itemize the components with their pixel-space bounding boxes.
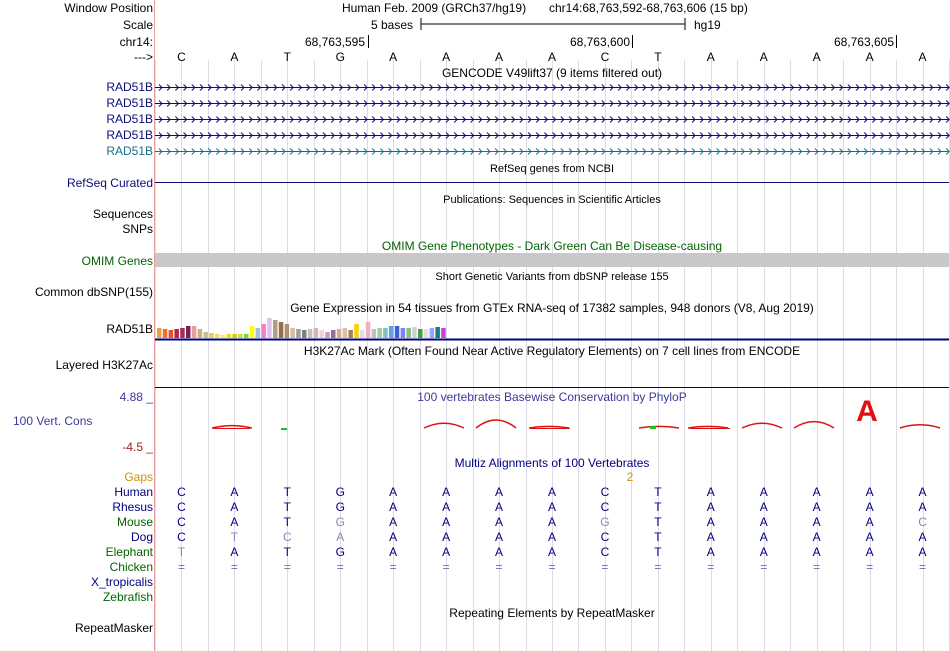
gtex-bar xyxy=(203,332,208,338)
alignment-base: = xyxy=(919,560,927,574)
alignment-base: A xyxy=(547,515,557,529)
phylop-mound xyxy=(900,425,940,428)
alignment-base: = xyxy=(548,560,556,574)
gtex-bar xyxy=(209,333,214,338)
alignment-base: A xyxy=(547,530,557,544)
alignment-base: A xyxy=(442,485,451,499)
gtex-bar xyxy=(372,329,377,338)
alignment-base: T xyxy=(654,545,662,559)
alignment-base: A xyxy=(336,530,345,544)
alignment-base: A xyxy=(495,515,504,529)
alignment-base: A xyxy=(812,500,821,514)
alignment-base: A xyxy=(230,515,239,529)
gtex-bar xyxy=(424,329,429,338)
refseq-label[interactable]: RefSeq Curated xyxy=(66,176,153,190)
alignment-base: A xyxy=(812,545,821,559)
phylop-mound xyxy=(476,420,516,428)
gtex-bar xyxy=(441,328,446,338)
alignment-base: T xyxy=(177,545,186,559)
gtex-bar xyxy=(174,329,179,338)
alignment-base: C xyxy=(918,515,927,529)
gtex-bar xyxy=(232,334,237,338)
alignment-base: = xyxy=(813,560,821,574)
alignment-base: T xyxy=(283,500,291,514)
ruler-base: A xyxy=(759,50,768,64)
alignment-base: C xyxy=(282,530,292,544)
alignment-base: A xyxy=(230,545,239,559)
window-position-label: Window Position xyxy=(64,1,153,15)
phylop-mound xyxy=(688,426,728,428)
gtex-title: Gene Expression in 54 tissues from GTEx RNA-seq of 17382 samples, 948 donors (V8, Aug 2019) xyxy=(290,301,814,315)
ruler-base: T xyxy=(654,50,662,64)
gtex-bar xyxy=(360,330,365,338)
alignment-base: A xyxy=(389,485,398,499)
alignment-base: A xyxy=(706,485,715,499)
alignment-base: A xyxy=(442,500,451,514)
gtex-bar xyxy=(377,328,382,338)
alignment-base: A xyxy=(706,515,715,529)
alignment-base: C xyxy=(177,485,186,499)
species-label[interactable]: Rhesus xyxy=(112,500,153,514)
scale-label: Scale xyxy=(122,18,153,32)
ruler-base: G xyxy=(335,50,345,64)
gtex-bar xyxy=(256,328,261,338)
phylop-max: 4.88 _ xyxy=(119,390,153,404)
gtex-bar xyxy=(296,329,301,338)
scale-text: 5 bases xyxy=(371,18,414,32)
alignment-base: T xyxy=(654,485,662,499)
alignment-base: A xyxy=(759,545,768,559)
alignment-base: C xyxy=(177,515,186,529)
gencode-item-label[interactable]: RAD51B xyxy=(106,128,153,142)
phylop-mound xyxy=(742,423,782,428)
gtex-label[interactable]: RAD51B xyxy=(106,322,153,336)
gtex-bar xyxy=(267,318,272,338)
gtex-bar xyxy=(395,326,400,338)
gtex-bar xyxy=(401,328,406,338)
alignment-base: T xyxy=(283,515,291,529)
alignment-base: = xyxy=(760,560,768,574)
alignment-base: A xyxy=(442,545,451,559)
coord-2: 68,763,600 xyxy=(569,35,630,49)
alignment-base: = xyxy=(707,560,715,574)
alignment-base: A xyxy=(812,530,821,544)
gtex-bar xyxy=(279,322,284,338)
ruler-base: A xyxy=(230,50,239,64)
gtex-bar xyxy=(180,328,185,338)
gtex-bar xyxy=(169,330,174,338)
phylop-mound xyxy=(794,422,834,428)
alignment-base: A xyxy=(495,500,504,514)
alignment-base: A xyxy=(442,530,451,544)
gencode-item-label[interactable]: RAD51B xyxy=(106,112,153,126)
gencode-item-label[interactable]: RAD51B xyxy=(106,144,153,158)
alignment-base: A xyxy=(547,545,557,559)
alignment-base: = xyxy=(177,560,185,574)
gtex-bar xyxy=(302,330,307,338)
alignment-base: A xyxy=(706,500,715,514)
alignment-base: A xyxy=(389,530,398,544)
species-label[interactable]: Mouse xyxy=(116,515,153,529)
phylop-label[interactable]: 100 Vert. Cons xyxy=(13,414,93,428)
gap-count: 2 xyxy=(626,470,634,484)
alignment-base: A xyxy=(547,500,557,514)
gaps-label[interactable]: Gaps xyxy=(124,470,153,484)
ruler-base: A xyxy=(547,50,557,64)
gtex-bar xyxy=(192,326,197,338)
gtex-bar xyxy=(250,326,255,338)
species-label[interactable]: Dog xyxy=(130,530,153,544)
dbsnp-label[interactable]: Common dbSNP(155) xyxy=(34,285,153,299)
alignment-base: G xyxy=(335,515,345,529)
alignment-base: = xyxy=(389,560,397,574)
ruler-base: T xyxy=(283,50,291,64)
alignment-base: C xyxy=(177,500,186,514)
alignment-base: C xyxy=(600,500,610,514)
gtex-bar xyxy=(354,324,359,338)
gtex-bar xyxy=(389,326,394,338)
refseq-title: RefSeq genes from NCBI xyxy=(489,163,615,175)
position-readout: chr14:68,763,592-68,763,606 (15 bp) xyxy=(549,1,748,15)
phylop-green-tick xyxy=(281,428,287,430)
gtex-bar xyxy=(314,328,319,338)
gencode-item-label[interactable]: RAD51B xyxy=(106,80,153,94)
label-divider xyxy=(154,0,155,651)
alignment-base: = xyxy=(283,560,291,574)
gtex-bar xyxy=(430,328,435,338)
alignment-base: C xyxy=(177,530,186,544)
alignment-base: G xyxy=(335,545,345,559)
omim-label[interactable]: OMIM Genes xyxy=(81,254,153,268)
alignment-base: A xyxy=(706,530,715,544)
alignment-base: = xyxy=(601,560,609,574)
phylop-mound xyxy=(529,426,569,428)
repeat-label[interactable]: RepeatMasker xyxy=(74,621,153,635)
alignment-base: T xyxy=(283,545,291,559)
alignment-base: = xyxy=(442,560,450,574)
omim-bar xyxy=(155,253,949,267)
alignment-base: T xyxy=(654,515,662,529)
gtex-bar xyxy=(186,326,191,338)
alignment-base: A xyxy=(759,515,768,529)
gtex-bar xyxy=(348,330,353,338)
alignment-base: C xyxy=(600,545,610,559)
gtex-bar xyxy=(406,328,411,338)
ruler-base: A xyxy=(389,50,398,64)
phylop-green-tick xyxy=(650,426,656,429)
alignment-base: = xyxy=(230,560,238,574)
alignment-base: A xyxy=(918,485,927,499)
alignment-base: T xyxy=(654,530,662,544)
alignment-base: A xyxy=(865,545,874,559)
alignment-base: G xyxy=(600,515,610,529)
gtex-bar xyxy=(215,334,220,338)
alignment-base: T xyxy=(654,500,662,514)
alignment-base: A xyxy=(918,530,927,544)
h3k-title: H3K27Ac Mark (Often Found Near Active Regulatory Elements) on 7 cell lines from ENCODE xyxy=(303,344,801,358)
alignment-base: A xyxy=(389,545,398,559)
alignment-base: A xyxy=(495,545,504,559)
alignment-base: A xyxy=(759,500,768,514)
ruler-base: A xyxy=(812,50,821,64)
alignment-base: A xyxy=(230,485,239,499)
gtex-bar xyxy=(163,329,168,338)
alignment-base: T xyxy=(230,530,239,544)
alignment-base: A xyxy=(812,485,821,499)
coord-1: 68,763,595 xyxy=(304,35,365,49)
alignment-base: A xyxy=(812,515,821,529)
gtex-bar xyxy=(308,329,313,338)
alignment-base: A xyxy=(389,500,398,514)
alignment-base: G xyxy=(335,500,345,514)
gtex-bar xyxy=(290,328,295,338)
assembly-name: Human Feb. 2009 (GRCh37/hg19) xyxy=(342,1,527,15)
ruler-base: C xyxy=(177,50,186,64)
gtex-bar xyxy=(319,330,324,338)
gtex-bar xyxy=(261,324,266,338)
scale-db: hg19 xyxy=(694,18,721,32)
gtex-bar xyxy=(198,329,203,338)
phylop-title: 100 vertebrates Basewise Conservation by PhyloP xyxy=(417,390,687,404)
strand-label: ---> xyxy=(134,50,153,64)
gtex-bar xyxy=(221,335,226,338)
alignment-base: G xyxy=(335,485,345,499)
gtex-bar xyxy=(435,327,440,338)
alignment-base: = xyxy=(654,560,662,574)
phylop-big-letter: A xyxy=(856,395,878,428)
alignment-base: = xyxy=(336,560,344,574)
multiz-title: Multiz Alignments of 100 Vertebrates xyxy=(454,456,650,470)
alignment-base: A xyxy=(865,530,874,544)
gtex-bar xyxy=(273,320,278,338)
species-label[interactable]: Human xyxy=(114,485,153,499)
dbsnp-title: Short Genetic Variants from dbSNP release 155 xyxy=(435,271,669,283)
alignment-base: T xyxy=(283,485,291,499)
species-label[interactable]: Elephant xyxy=(105,545,153,559)
alignment-base: A xyxy=(865,500,874,514)
alignment-base: A xyxy=(706,545,715,559)
alignment-base: = xyxy=(866,560,874,574)
ruler-base: A xyxy=(918,50,927,64)
gtex-bar xyxy=(418,329,423,338)
species-label[interactable]: Zebrafish xyxy=(102,590,153,604)
alignment-base: A xyxy=(865,485,874,499)
gtex-bar xyxy=(412,327,417,338)
ruler-base: A xyxy=(442,50,451,64)
ruler-base: A xyxy=(865,50,874,64)
alignment-base: A xyxy=(547,485,557,499)
alignment-base: A xyxy=(918,500,927,514)
gencode-item-label[interactable]: RAD51B xyxy=(106,96,153,110)
phylop-mound xyxy=(212,426,252,428)
gtex-bar xyxy=(285,324,290,338)
gtex-bar xyxy=(383,328,388,338)
pubs-title: Publications: Sequences in Scientific Articles xyxy=(443,194,661,206)
coord-3: 68,763,605 xyxy=(833,35,894,49)
chrom-label: chr14: xyxy=(119,35,153,49)
phylop-min: -4.5 _ xyxy=(122,440,153,454)
alignment-base: A xyxy=(389,515,398,529)
gtex-bar xyxy=(238,334,243,338)
gtex-bar xyxy=(244,334,249,338)
alignment-base: A xyxy=(918,545,927,559)
ruler-base: C xyxy=(600,50,610,64)
species-label[interactable]: Chicken xyxy=(109,560,153,574)
alignment-base: A xyxy=(230,500,239,514)
phylop-mound xyxy=(424,423,464,428)
repeat-title: Repeating Elements by RepeatMasker xyxy=(449,606,655,620)
gtex-bar xyxy=(157,328,162,338)
ruler-base: A xyxy=(706,50,715,64)
alignment-base: = xyxy=(495,560,503,574)
snps-label[interactable]: SNPs xyxy=(122,222,153,236)
gtex-bar xyxy=(337,329,342,338)
species-label[interactable]: X_tropicalis xyxy=(90,575,153,589)
alignment-base: A xyxy=(495,485,504,499)
omim-title: OMIM Gene Phenotypes - Dark Green Can Be Disease-causing xyxy=(381,239,723,253)
alignment-base: C xyxy=(600,485,610,499)
gtex-bar xyxy=(343,328,348,338)
alignment-base: A xyxy=(759,530,768,544)
alignment-base: A xyxy=(495,530,504,544)
alignment-base: A xyxy=(759,485,768,499)
alignment-base: A xyxy=(865,515,874,529)
gtex-bar xyxy=(366,322,371,338)
sequences-label[interactable]: Sequences xyxy=(92,207,153,221)
alignment-base: A xyxy=(442,515,451,529)
gtex-bar xyxy=(325,332,330,338)
ruler-base: A xyxy=(495,50,504,64)
alignment-base: C xyxy=(600,530,610,544)
h3k-label[interactable]: Layered H3K27Ac xyxy=(55,358,153,372)
gencode-title: GENCODE V49lift37 (9 items filtered out) xyxy=(441,66,663,80)
gtex-bar xyxy=(331,330,336,338)
gtex-bar xyxy=(227,334,232,338)
